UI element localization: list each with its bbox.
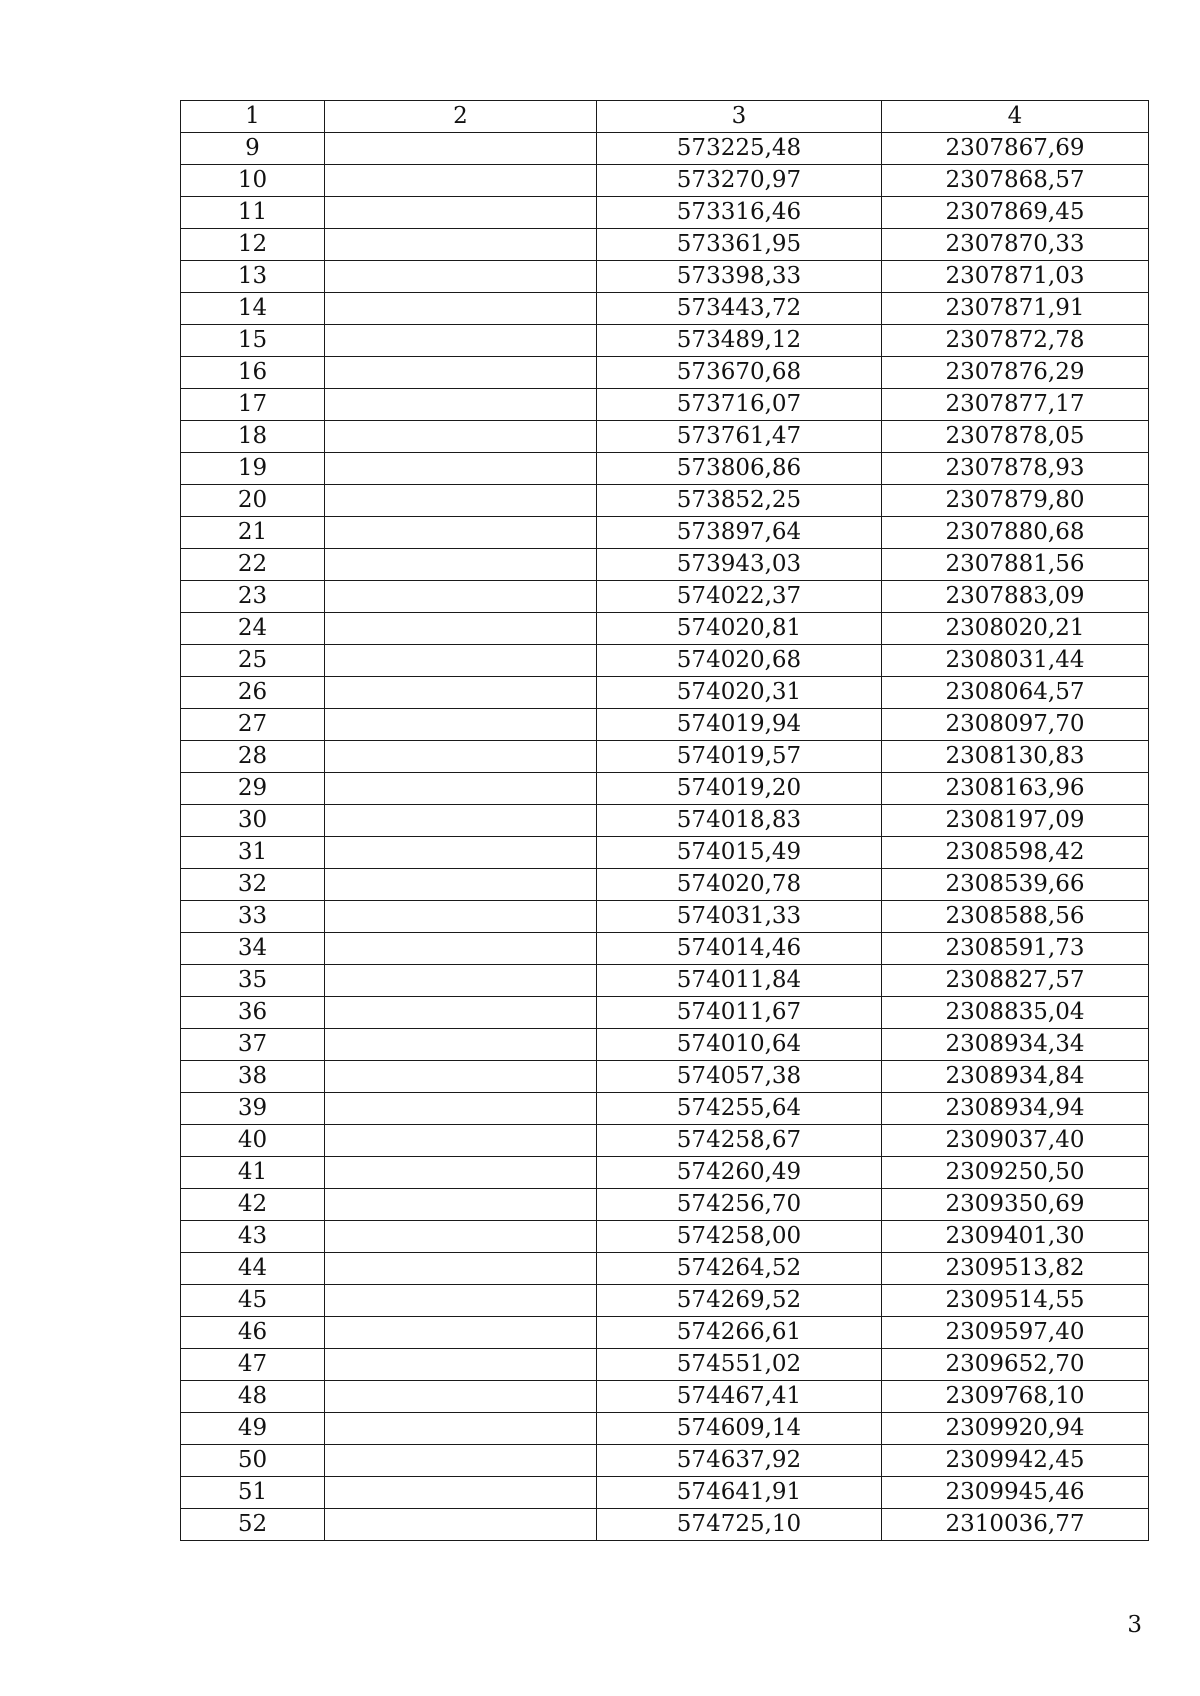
table-row	[181, 869, 1149, 901]
header-cell: 1	[181, 101, 325, 133]
table-cell	[325, 869, 597, 901]
table-row	[181, 165, 1149, 197]
table-cell: 34	[181, 933, 325, 965]
table-row	[181, 197, 1149, 229]
table-cell: 2308197,09	[882, 805, 1149, 837]
table-cell	[325, 229, 597, 261]
table-cell	[325, 805, 597, 837]
table-row	[181, 421, 1149, 453]
table-cell	[325, 1509, 597, 1541]
table-row	[181, 549, 1149, 581]
table-cell: 38	[181, 1061, 325, 1093]
table-cell: 574010,64	[597, 1029, 882, 1061]
table-cell: 573806,86	[597, 453, 882, 485]
table-cell: 17	[181, 389, 325, 421]
table-cell: 2310036,77	[882, 1509, 1149, 1541]
table-cell	[325, 517, 597, 549]
table-cell: 9	[181, 133, 325, 165]
table-cell: 574011,67	[597, 997, 882, 1029]
table-cell: 42	[181, 1189, 325, 1221]
table-cell: 573670,68	[597, 357, 882, 389]
table-cell: 574551,02	[597, 1349, 882, 1381]
table-cell	[325, 261, 597, 293]
table-cell: 574258,67	[597, 1125, 882, 1157]
table-cell: 32	[181, 869, 325, 901]
table-row	[181, 997, 1149, 1029]
table-cell: 2307877,17	[882, 389, 1149, 421]
table-cell: 16	[181, 357, 325, 389]
table-cell: 573761,47	[597, 421, 882, 453]
table-cell: 12	[181, 229, 325, 261]
table-row	[181, 261, 1149, 293]
table-cell: 2307872,78	[882, 325, 1149, 357]
table-cell: 37	[181, 1029, 325, 1061]
table-cell	[325, 1061, 597, 1093]
table-cell: 2307867,69	[882, 133, 1149, 165]
table-row	[181, 1125, 1149, 1157]
table-cell: 26	[181, 677, 325, 709]
table-row	[181, 1317, 1149, 1349]
header-cell: 4	[882, 101, 1149, 133]
table-row	[181, 1285, 1149, 1317]
table-cell: 10	[181, 165, 325, 197]
table-cell: 574020,68	[597, 645, 882, 677]
table-cell: 574641,91	[597, 1477, 882, 1509]
table-row	[181, 581, 1149, 613]
table-cell	[325, 997, 597, 1029]
table-cell: 574255,64	[597, 1093, 882, 1125]
table-cell: 43	[181, 1221, 325, 1253]
table-cell	[325, 197, 597, 229]
table-cell: 574057,38	[597, 1061, 882, 1093]
table-cell: 2309250,50	[882, 1157, 1149, 1189]
table-cell: 574020,31	[597, 677, 882, 709]
table-cell: 21	[181, 517, 325, 549]
table-cell: 2307878,05	[882, 421, 1149, 453]
table-cell	[325, 1413, 597, 1445]
table-cell: 574018,83	[597, 805, 882, 837]
table-cell	[325, 1189, 597, 1221]
table-cell: 14	[181, 293, 325, 325]
table-cell: 2308020,21	[882, 613, 1149, 645]
coordinates-table	[180, 100, 1149, 1541]
table-cell: 574011,84	[597, 965, 882, 997]
table-row	[181, 1029, 1149, 1061]
table-cell: 574022,37	[597, 581, 882, 613]
table-cell: 30	[181, 805, 325, 837]
table-cell: 49	[181, 1413, 325, 1445]
table-cell: 2307871,03	[882, 261, 1149, 293]
table-cell	[325, 1253, 597, 1285]
table-cell: 573361,95	[597, 229, 882, 261]
table-cell: 23	[181, 581, 325, 613]
table-row	[181, 389, 1149, 421]
table-cell: 573716,07	[597, 389, 882, 421]
table-row	[181, 517, 1149, 549]
table-row	[181, 325, 1149, 357]
table-cell: 2307878,93	[882, 453, 1149, 485]
table-cell: 51	[181, 1477, 325, 1509]
table-cell: 2309401,30	[882, 1221, 1149, 1253]
table-cell: 573443,72	[597, 293, 882, 325]
table-cell: 19	[181, 453, 325, 485]
table-cell: 2307879,80	[882, 485, 1149, 517]
table-row	[181, 773, 1149, 805]
table-cell: 573943,03	[597, 549, 882, 581]
table-body	[181, 101, 1149, 1541]
table-row	[181, 293, 1149, 325]
table-cell: 574020,81	[597, 613, 882, 645]
table-cell: 574256,70	[597, 1189, 882, 1221]
table-cell	[325, 901, 597, 933]
table-cell: 2307868,57	[882, 165, 1149, 197]
table-cell	[325, 1477, 597, 1509]
table-cell	[325, 613, 597, 645]
table-cell: 40	[181, 1125, 325, 1157]
table-cell: 2308588,56	[882, 901, 1149, 933]
table-row	[181, 1093, 1149, 1125]
table-cell: 573316,46	[597, 197, 882, 229]
table-row	[181, 741, 1149, 773]
table-cell: 574258,00	[597, 1221, 882, 1253]
table-cell: 574637,92	[597, 1445, 882, 1477]
table-row	[181, 901, 1149, 933]
table-cell: 573270,97	[597, 165, 882, 197]
table-cell	[325, 1125, 597, 1157]
table-cell	[325, 165, 597, 197]
table-cell: 2307883,09	[882, 581, 1149, 613]
table-cell: 573225,48	[597, 133, 882, 165]
table-cell: 2308598,42	[882, 837, 1149, 869]
table-row	[181, 933, 1149, 965]
table-cell: 33	[181, 901, 325, 933]
table-row	[181, 357, 1149, 389]
table-cell	[325, 709, 597, 741]
table-cell: 574264,52	[597, 1253, 882, 1285]
table-cell: 2307869,45	[882, 197, 1149, 229]
table-cell: 45	[181, 1285, 325, 1317]
table-cell: 18	[181, 421, 325, 453]
table-cell: 50	[181, 1445, 325, 1477]
table-cell: 2308064,57	[882, 677, 1149, 709]
table-cell: 27	[181, 709, 325, 741]
table-cell: 11	[181, 197, 325, 229]
table-cell: 2308130,83	[882, 741, 1149, 773]
table-cell: 574015,49	[597, 837, 882, 869]
table-row	[181, 1221, 1149, 1253]
table-cell: 29	[181, 773, 325, 805]
table-row	[181, 1061, 1149, 1093]
page-number: 3	[1127, 1612, 1142, 1638]
table-cell	[325, 1349, 597, 1381]
table-cell: 574019,20	[597, 773, 882, 805]
table-row	[181, 1381, 1149, 1413]
table-row	[181, 133, 1149, 165]
table-cell: 573398,33	[597, 261, 882, 293]
table-cell: 2308097,70	[882, 709, 1149, 741]
table-row	[181, 1509, 1149, 1541]
table-cell	[325, 773, 597, 805]
table-cell	[325, 1445, 597, 1477]
table-row	[181, 837, 1149, 869]
table-cell: 39	[181, 1093, 325, 1125]
table-cell: 2308934,34	[882, 1029, 1149, 1061]
table-cell: 2308591,73	[882, 933, 1149, 965]
table-cell: 2309514,55	[882, 1285, 1149, 1317]
table-cell: 13	[181, 261, 325, 293]
table-cell	[325, 1029, 597, 1061]
table-cell: 2309350,69	[882, 1189, 1149, 1221]
table-row	[181, 709, 1149, 741]
table-cell: 31	[181, 837, 325, 869]
table-cell	[325, 293, 597, 325]
table-cell: 574019,94	[597, 709, 882, 741]
table-row	[181, 613, 1149, 645]
table-cell: 2308163,96	[882, 773, 1149, 805]
table-row	[181, 1445, 1149, 1477]
table-row	[181, 1477, 1149, 1509]
table-cell	[325, 549, 597, 581]
table-cell: 2308934,84	[882, 1061, 1149, 1093]
table-cell	[325, 837, 597, 869]
table-cell	[325, 1221, 597, 1253]
table-cell	[325, 1285, 597, 1317]
table-cell	[325, 133, 597, 165]
table-cell	[325, 1157, 597, 1189]
table-cell: 573489,12	[597, 325, 882, 357]
table-cell: 15	[181, 325, 325, 357]
table-cell	[325, 1381, 597, 1413]
table-row	[181, 677, 1149, 709]
table-cell: 574014,46	[597, 933, 882, 965]
table-cell: 574467,41	[597, 1381, 882, 1413]
table-cell: 46	[181, 1317, 325, 1349]
table-cell: 574260,49	[597, 1157, 882, 1189]
table-cell: 36	[181, 997, 325, 1029]
table-row	[181, 1189, 1149, 1221]
table-cell: 44	[181, 1253, 325, 1285]
table-row	[181, 805, 1149, 837]
table-cell: 2307881,56	[882, 549, 1149, 581]
table-cell: 574725,10	[597, 1509, 882, 1541]
table-cell: 2308934,94	[882, 1093, 1149, 1125]
table-header-row	[181, 101, 1149, 133]
table-cell: 2307870,33	[882, 229, 1149, 261]
table-cell: 25	[181, 645, 325, 677]
table-cell: 2308835,04	[882, 997, 1149, 1029]
table-cell	[325, 1093, 597, 1125]
table-cell	[325, 325, 597, 357]
table-cell: 574020,78	[597, 869, 882, 901]
table-row	[181, 645, 1149, 677]
table-cell: 2309597,40	[882, 1317, 1149, 1349]
table-cell: 20	[181, 485, 325, 517]
table-cell: 28	[181, 741, 325, 773]
table-cell: 574266,61	[597, 1317, 882, 1349]
table-cell: 574031,33	[597, 901, 882, 933]
table-cell	[325, 421, 597, 453]
table-cell: 41	[181, 1157, 325, 1189]
table-cell	[325, 1317, 597, 1349]
table-cell: 48	[181, 1381, 325, 1413]
table-cell: 2307876,29	[882, 357, 1149, 389]
table-cell: 2309945,46	[882, 1477, 1149, 1509]
table-row	[181, 453, 1149, 485]
table-cell: 573897,64	[597, 517, 882, 549]
table-cell: 52	[181, 1509, 325, 1541]
header-cell: 3	[597, 101, 882, 133]
table-cell: 2307871,91	[882, 293, 1149, 325]
table-cell: 2309037,40	[882, 1125, 1149, 1157]
table-cell: 2309513,82	[882, 1253, 1149, 1285]
table-cell	[325, 581, 597, 613]
table-row	[181, 965, 1149, 997]
table-row	[181, 1413, 1149, 1445]
table-cell	[325, 485, 597, 517]
table-row	[181, 1253, 1149, 1285]
table-cell	[325, 453, 597, 485]
table-cell	[325, 645, 597, 677]
table-cell	[325, 741, 597, 773]
table-cell: 2308827,57	[882, 965, 1149, 997]
table-cell	[325, 389, 597, 421]
table-row	[181, 1349, 1149, 1381]
table-row	[181, 485, 1149, 517]
table-cell: 573852,25	[597, 485, 882, 517]
table-cell: 2308539,66	[882, 869, 1149, 901]
table-cell: 574609,14	[597, 1413, 882, 1445]
table-row	[181, 229, 1149, 261]
table-cell: 2309768,10	[882, 1381, 1149, 1413]
table-cell	[325, 357, 597, 389]
table-cell	[325, 933, 597, 965]
table-cell	[325, 677, 597, 709]
table-cell: 24	[181, 613, 325, 645]
table-cell	[325, 965, 597, 997]
table-cell: 574019,57	[597, 741, 882, 773]
table-cell: 2309920,94	[882, 1413, 1149, 1445]
table-cell: 35	[181, 965, 325, 997]
header-cell: 2	[325, 101, 597, 133]
table-cell: 2309652,70	[882, 1349, 1149, 1381]
table-cell: 2307880,68	[882, 517, 1149, 549]
table-row	[181, 1157, 1149, 1189]
table-cell: 22	[181, 549, 325, 581]
table-cell: 2308031,44	[882, 645, 1149, 677]
table-cell: 2309942,45	[882, 1445, 1149, 1477]
table-cell: 47	[181, 1349, 325, 1381]
table-cell: 574269,52	[597, 1285, 882, 1317]
